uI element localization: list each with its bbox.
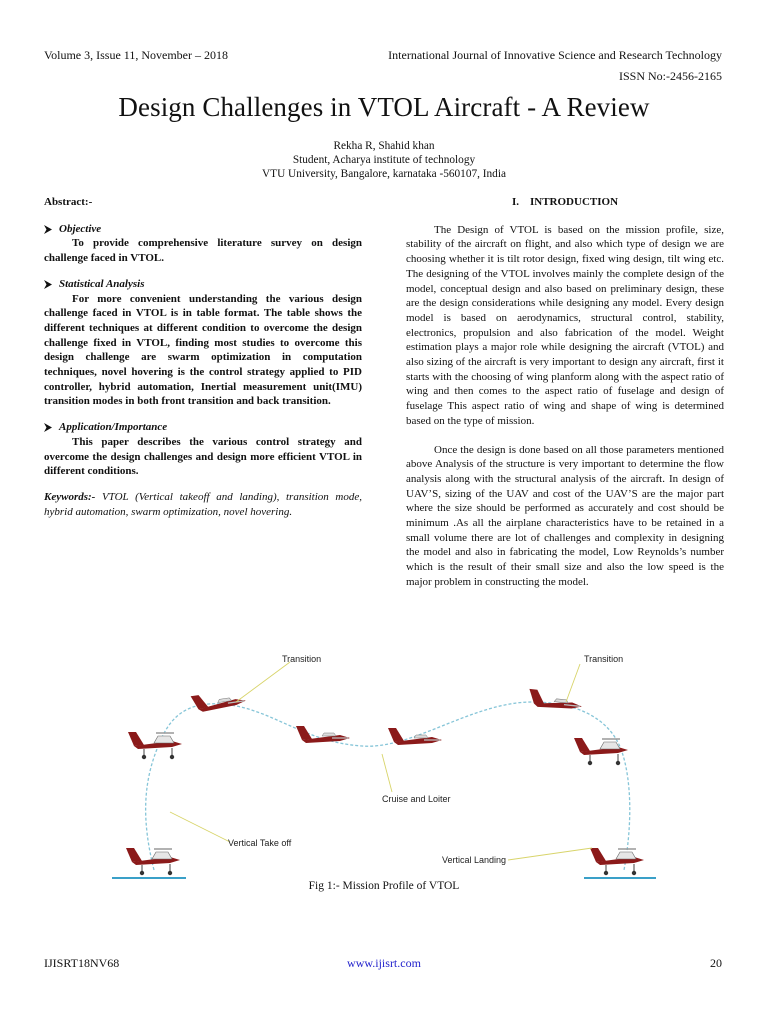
author-names: Rekha R, Shahid khan xyxy=(333,140,435,152)
leader-takeoff xyxy=(170,812,230,842)
paper-title: Design Challenges in VTOL Aircraft - A Review xyxy=(118,92,650,122)
author-address: VTU University, Bangalore, karnataka -560107, India xyxy=(262,168,506,180)
mission-profile-diagram xyxy=(112,642,656,882)
leader-landing xyxy=(508,848,592,860)
figure-caption: Fig 1:- Mission Profile of VTOL xyxy=(308,880,460,892)
abstract-column xyxy=(44,195,362,519)
keywords-label: Keywords:- xyxy=(44,490,96,503)
label-transition-right: Transition xyxy=(584,654,624,664)
label-transition-left: Transition xyxy=(282,654,322,664)
application-heading-row xyxy=(44,420,362,435)
leader-transition-left xyxy=(236,662,290,702)
application-heading: Application/Importance xyxy=(59,421,168,434)
header-issn: ISSN No:-2456-2165 xyxy=(618,69,722,83)
footer-url-link[interactable]: www.ijisrt.com xyxy=(347,956,421,970)
objective-text: To provide comprehensive literature survey on design challenge faced in VTOL. xyxy=(44,237,362,265)
introduction-paragraph-2: Once the design is done based on all those parameters mentioned above Analysis of the structure is very important to determine the flow analysis along with the structural analysis of the aircraft. In design of UAV’S, sizing of the UAV and cost of the UAV’S are the major part where the size should be performed as accurately and cost should be minimum .As all the airplane characteristics have to be retained in a small volume there are lot of challenges and complexity in designing the model and also in fabricating the model, Low Reynolds’s number which is the result of their small size and also the low speed is the major problem in constructing the model. xyxy=(406,443,724,588)
arrow-bullet-icon xyxy=(44,280,52,289)
statistical-text: For more convenient understanding the various design challenge faced in VTOL is in table format. The table shows the different techniques at different condition to overcome the design challenge fixed in VTOL, finding most studies to overcome this design challenge are swarm optimization in computation techniques, novel hovering is the control strategy applied to PID controller, hybrid automation, Inertial measurement unit(IMU) transition modes in both front transition and back transition. xyxy=(44,292,362,408)
statistical-heading: Statistical Analysis xyxy=(59,277,145,290)
arrow-bullet-icon xyxy=(44,225,52,234)
footer-code: IJISRT18NV68 xyxy=(44,956,120,970)
mission-profile-figure xyxy=(112,642,656,882)
introduction-column xyxy=(406,195,724,590)
label-takeoff: Vertical Take off xyxy=(228,838,292,848)
label-cruise: Cruise and Loiter xyxy=(382,794,451,804)
abstract-heading: Abstract:- xyxy=(44,196,93,208)
keywords-text: VTOL (Vertical takeoff and landing), transition mode, hybrid automation, swarm optimization, novel hovering. xyxy=(44,490,362,518)
label-landing: Vertical Landing xyxy=(442,855,507,865)
header-volume: Volume 3, Issue 11, November – 2018 xyxy=(44,48,228,62)
aircraft-cruise-2 xyxy=(388,728,442,745)
introduction-heading: I. INTRODUCTION xyxy=(511,196,619,208)
leader-cruise xyxy=(382,754,392,792)
arrow-bullet-icon xyxy=(44,423,52,432)
aircraft-cruise-1 xyxy=(296,726,350,743)
aircraft-descent xyxy=(574,738,628,765)
statistical-heading-row xyxy=(44,277,362,292)
flight-path xyxy=(146,702,630,870)
objective-heading: Objective xyxy=(59,222,102,235)
author-affiliation: Student, Acharya institute of technology xyxy=(292,154,476,166)
objective-heading-row xyxy=(44,222,362,237)
keywords xyxy=(44,490,362,519)
header-journal: International Journal of Innovative Science and Research Technology xyxy=(388,48,722,62)
aircraft-takeoff xyxy=(126,848,180,875)
footer-page-number: 20 xyxy=(710,956,722,970)
application-text: This paper describes the various control strategy and overcome the design challenges and design more efficient VTOL in different conditions. xyxy=(44,435,362,478)
introduction-paragraph-1: The Design of VTOL is based on the mission profile, size, stability of the aircraft on flight, and also which type of design we are choosing whether it is tilt rotor design, fixed wing design, tilt wing etc. The designing of the VTOL involves mainly the complete design of the model, conceptual design and also based on preliminary design, these are the design considerations while designing any model. Every design model is based on aerodynamics, structural control, stability, electronics, propulsion and also fabrication of the model. Weight estimation plays a major role while designing the aircraft (VTOL) and also sizing of the aircraft is very important to design any aircraft, first it starts with the choosing of wing planform along with the aspect ratio of wing and then comes to the aspect ratio of fuselage and design of fuselage This aspect ratio of wing and shape of wing is determined based on the type of mission. xyxy=(406,223,724,427)
aircraft-landing xyxy=(590,848,644,875)
leader-transition-right xyxy=(566,664,580,702)
